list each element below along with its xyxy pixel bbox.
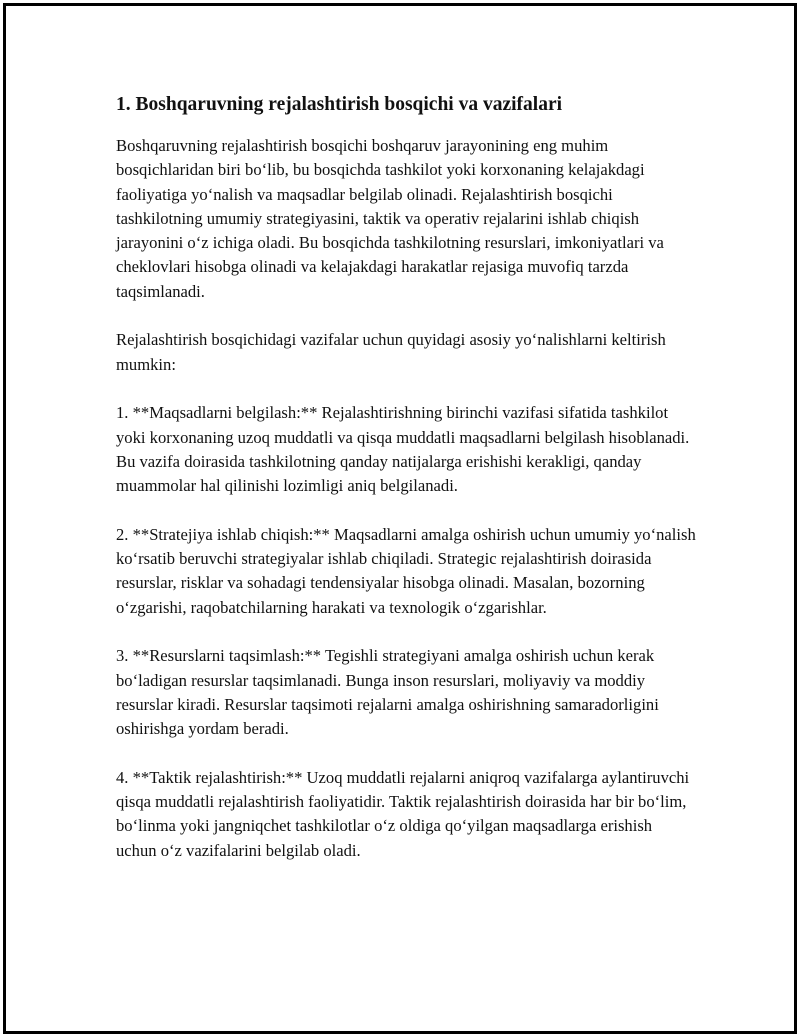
tasks-intro-paragraph: Rejalashtirish bosqichidagi vazifalar uchun quyidagi asosiy yo‘nalishlarni keltirish mumkin: (116, 330, 666, 374)
intro-paragraph: Boshqaruvning rejalashtirish bosqichi boshqaruv jarayonining eng muhim bosqichlaridan biri bo‘lib, bu bosqichda tashkilot yoki korxonaning kelajakdagi faoliyatiga yo‘nalish va maqsadlar belgilab olinadi. Rejalashtirish bosqichi tashkilotning umumiy strategiyasini, taktik va operativ rejalarini ishlab chiqish jarayonini o‘z ichiga oladi. Bu bosqichda tashkilotning resurslari, imkoniyatlari va cheklovlari hisobga olinadi va kelajakdagi harakatlar rejasiga muvofiq tarzda taqsimlanadi. (116, 136, 664, 301)
task-item-1: 1. **Maqsadlarni belgilash:** Rejalashtirishning birinchi vazifasi sifatida tashkilot yoki korxonaning uzoq muddatli va qisqa muddatli maqsadlarni belgilash hisoblanadi. Bu vazifa doirasida tashkilotning qanday natijalarga erishishi kerakligi, qanday muammolar hal qilinishi lozimligi aniq belgilanadi. (116, 403, 690, 496)
task-item-3: 3. **Resurslarni taqsimlash:** Tegishli strategiyani amalga oshirish uchun kerak bo‘ladigan resurslar taqsimlanadi. Bunga inson resurslari, moliyaviy va moddiy resurslar kiradi. Resurslar taqsimoti rejalarni amalga oshirishning samaradorligini oshirishga yordam beradi. (116, 646, 659, 739)
task-item-4: 4. **Taktik rejalashtirish:** Uzoq muddatli rejalarni aniqroq vazifalarga aylantiruvchi qisqa muddatli rejalashtirish faoliyatidir. Taktik rejalashtirish doirasida har bir bo‘lim, bo‘linma yoki jangniqchet tashkilotlar o‘z oldiga qo‘yilgan maqsadlarga erishish uchun o‘z vazifalarini belgilab oladi. (116, 767, 690, 860)
task-item-2: 2. **Stratejiya ishlab chiqish:** Maqsadlarni amalga oshirish uchun umumiy yo‘nalish ko‘rsatib beruvchi strategiyalar ishlab chiqiladi. Strategic rejalashtirish doirasida resurslar, risklar va sohadagi tendensiyalar hisobga olinadi. Masalan, bozorning o‘zgarishi, raqobatchilarning harakati va texnologik o‘zgarishlar. (116, 524, 696, 617)
document-title: 1. Boshqaruvning rejalashtirish bosqichi va vazifalari (116, 94, 563, 115)
document-body (116, 92, 696, 887)
